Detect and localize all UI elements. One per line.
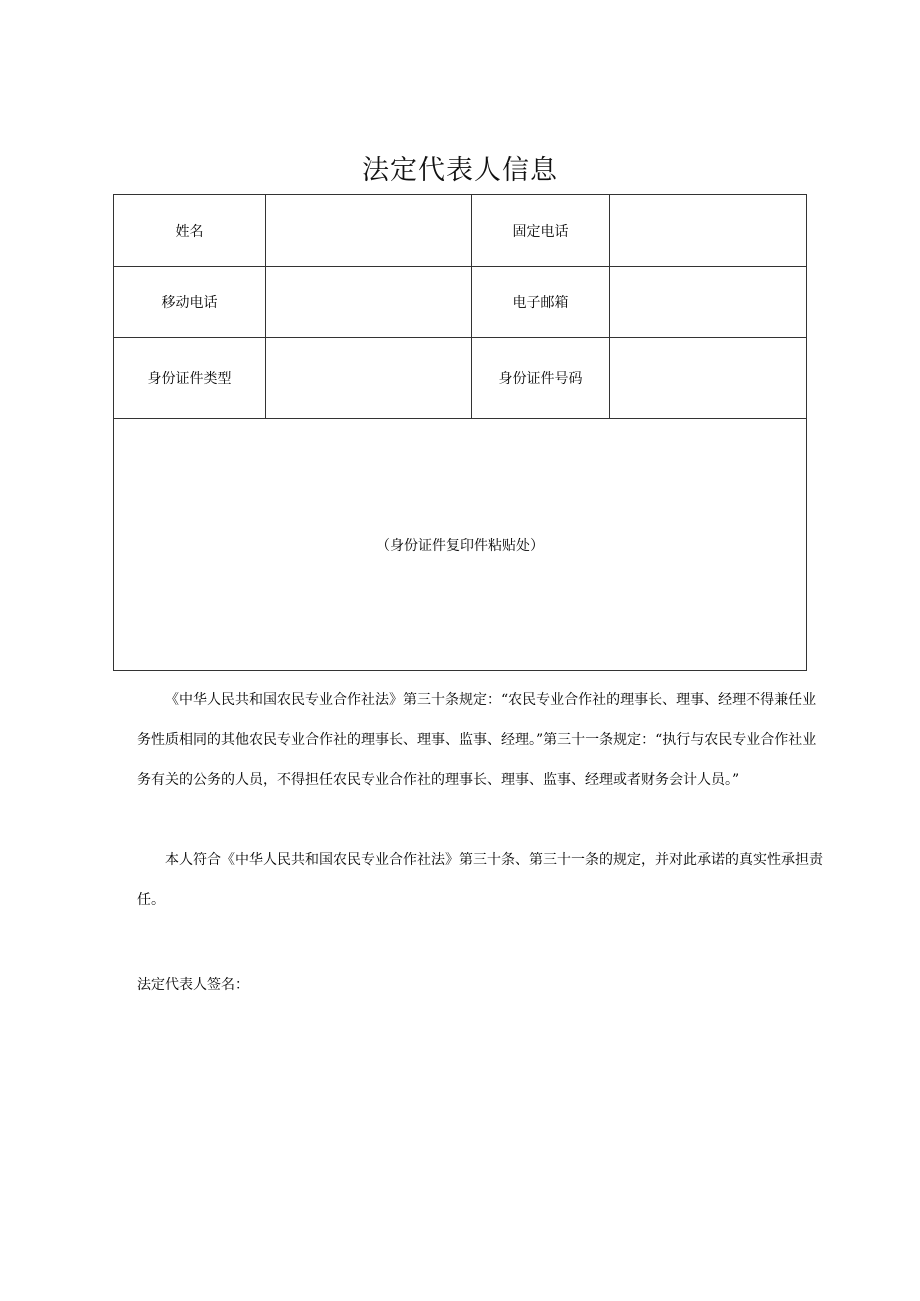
legal-representative-info-table <box>113 194 807 671</box>
email-label: 电子邮箱 <box>472 267 610 338</box>
id-copy-paste-area <box>114 419 807 671</box>
fixed-phone-field[interactable] <box>610 195 807 267</box>
mobile-phone-field[interactable] <box>266 267 472 338</box>
id-type-field[interactable] <box>266 338 472 419</box>
id-number-field[interactable] <box>610 338 807 419</box>
id-type-label: 身份证件类型 <box>114 338 266 419</box>
law-citation-paragraph: 《中华人民共和国农民专业合作社法》第三十条规定：“农民专业合作社的理事长、理事、经理不得兼任业务性质相同的其他农民专业合作社的理事长、理事、监事、经理。”第三十一条规定：“执行与农民专业合作社业务有关的公务的人员，不得担任农民专业合作社的理事长、理事、监事、经理或者财务会计人员。” <box>137 692 817 788</box>
signature-label: 法定代表人签名： <box>137 977 249 993</box>
name-label: 姓名 <box>114 195 266 267</box>
mobile-phone-label: 移动电话 <box>114 267 266 338</box>
table-row <box>114 267 807 338</box>
commitment-paragraph: 本人符合《中华人民共和国农民专业合作社法》第三十条、第三十一条的规定，并对此承诺的真实性承担责任。 <box>137 852 823 908</box>
email-field[interactable] <box>610 267 807 338</box>
id-number-label: 身份证件号码 <box>472 338 610 419</box>
paste-note: （身份证件复印件粘贴处） <box>376 537 544 554</box>
name-field[interactable] <box>266 195 472 267</box>
fixed-phone-label: 固定电话 <box>472 195 610 267</box>
table-row <box>114 419 807 671</box>
page-title: 法定代表人信息 <box>362 155 558 186</box>
table-row <box>114 195 807 267</box>
table-row <box>114 338 807 419</box>
